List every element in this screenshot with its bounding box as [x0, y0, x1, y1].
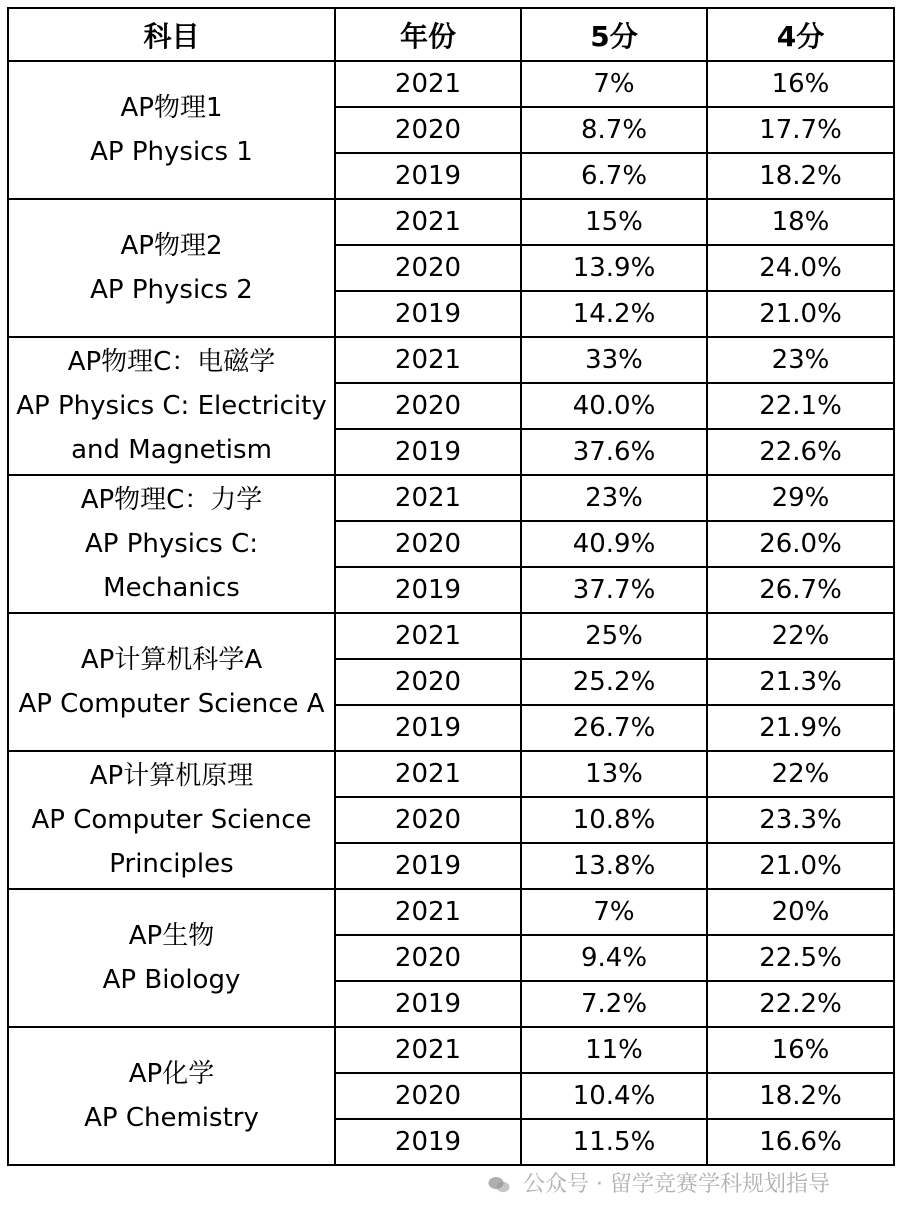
year-cell: 2019: [335, 291, 521, 337]
subject-name-zh: AP物理2: [120, 231, 223, 261]
score-4-cell: 23%: [707, 337, 894, 383]
score-5-cell: 11%: [521, 1027, 707, 1073]
score-5-cell: 14.2%: [521, 291, 707, 337]
wechat-icon: [488, 1176, 510, 1194]
score-4-cell: 29%: [707, 475, 894, 521]
score-5-cell: 11.5%: [521, 1119, 707, 1165]
subject-name-en: AP Chemistry: [84, 1103, 259, 1133]
table-row: [8, 199, 894, 245]
score-5-cell: 7%: [521, 61, 707, 107]
score-4-cell: 21.0%: [707, 843, 894, 889]
score-4-cell: 21.3%: [707, 659, 894, 705]
score-4-cell: 22.6%: [707, 429, 894, 475]
score-4-cell: 22.2%: [707, 981, 894, 1027]
subject-name-zh: AP物理C：电磁学: [67, 347, 276, 377]
score-4-cell: 26.0%: [707, 521, 894, 567]
score-4-cell: 21.9%: [707, 705, 894, 751]
score-5-cell: 25.2%: [521, 659, 707, 705]
year-cell: 2021: [335, 889, 521, 935]
subject-name-en: AP Physics 2: [90, 275, 253, 305]
year-cell: 2021: [335, 1027, 521, 1073]
score-5-cell: 7.2%: [521, 981, 707, 1027]
score-5-cell: 40.9%: [521, 521, 707, 567]
score-4-cell: 24.0%: [707, 245, 894, 291]
year-cell: 2019: [335, 843, 521, 889]
score-4-cell: 18.2%: [707, 1073, 894, 1119]
year-cell: 2019: [335, 429, 521, 475]
year-cell: 2021: [335, 613, 521, 659]
subject-name-en: AP Physics 1: [90, 137, 253, 167]
table-row: [8, 337, 894, 383]
score-4-cell: 22.5%: [707, 935, 894, 981]
subject-name-zh: AP生物: [128, 921, 215, 951]
year-cell: 2020: [335, 107, 521, 153]
score-4-cell: 22.1%: [707, 383, 894, 429]
score-5-cell: 33%: [521, 337, 707, 383]
subject-name-zh: AP化学: [128, 1059, 215, 1089]
score-4-cell: 21.0%: [707, 291, 894, 337]
subject-name-zh: AP计算机科学A: [80, 645, 263, 675]
table-row: [8, 61, 894, 107]
score-4-cell: 16%: [707, 1027, 894, 1073]
subject-cell: [8, 613, 335, 751]
score-4-cell: 23.3%: [707, 797, 894, 843]
subject-name-en: Principles: [109, 849, 234, 879]
year-cell: 2020: [335, 521, 521, 567]
watermark-text: 公众号 · 留学竞赛学科规划指导: [523, 1172, 830, 1197]
score-4-cell: 18%: [707, 199, 894, 245]
ap-score-table: [7, 7, 895, 1166]
year-cell: 2020: [335, 659, 521, 705]
score-5-cell: 13.8%: [521, 843, 707, 889]
subject-name-en: AP Biology: [102, 965, 241, 995]
score-4-cell: 17.7%: [707, 107, 894, 153]
score-5-cell: 7%: [521, 889, 707, 935]
year-cell: 2021: [335, 475, 521, 521]
subject-name-en: Mechanics: [103, 573, 240, 603]
header-score-4: 4分: [707, 8, 894, 61]
score-4-cell: 20%: [707, 889, 894, 935]
score-5-cell: 6.7%: [521, 153, 707, 199]
table-row: [8, 475, 894, 521]
subject-cell: [8, 1027, 335, 1165]
score-5-cell: 13.9%: [521, 245, 707, 291]
score-5-cell: 8.7%: [521, 107, 707, 153]
subject-name-zh: AP物理1: [120, 93, 223, 123]
year-cell: 2019: [335, 153, 521, 199]
subject-name-en: AP Physics C:: [84, 529, 259, 559]
score-5-cell: 37.7%: [521, 567, 707, 613]
subject-name-zh: AP计算机原理: [89, 761, 254, 791]
header-year: 年份: [335, 8, 521, 61]
score-4-cell: 16.6%: [707, 1119, 894, 1165]
year-cell: 2019: [335, 1119, 521, 1165]
year-cell: 2020: [335, 797, 521, 843]
table-row: [8, 751, 894, 797]
header-score-5: 5分: [521, 8, 707, 61]
year-cell: 2020: [335, 935, 521, 981]
subject-name-en: AP Computer Science A: [18, 689, 325, 719]
score-4-cell: 18.2%: [707, 153, 894, 199]
score-5-cell: 26.7%: [521, 705, 707, 751]
year-cell: 2019: [335, 981, 521, 1027]
table-header: [8, 8, 894, 61]
score-5-cell: 13%: [521, 751, 707, 797]
subject-cell: [8, 199, 335, 337]
year-cell: 2021: [335, 199, 521, 245]
year-cell: 2021: [335, 751, 521, 797]
header-row: [8, 8, 894, 61]
score-4-cell: 22%: [707, 613, 894, 659]
year-cell: 2019: [335, 567, 521, 613]
subject-name-en: AP Physics C: Electricity: [16, 391, 327, 421]
score-4-cell: 22%: [707, 751, 894, 797]
subject-name-zh: AP物理C：力学: [80, 485, 263, 515]
year-cell: 2021: [335, 61, 521, 107]
score-4-cell: 26.7%: [707, 567, 894, 613]
score-5-cell: 10.4%: [521, 1073, 707, 1119]
subject-cell: [8, 337, 335, 475]
table-body: [8, 61, 894, 1165]
subject-name-en: and Magnetism: [71, 435, 272, 465]
year-cell: 2020: [335, 1073, 521, 1119]
year-cell: 2020: [335, 245, 521, 291]
year-cell: 2021: [335, 337, 521, 383]
year-cell: 2019: [335, 705, 521, 751]
score-5-cell: 37.6%: [521, 429, 707, 475]
score-5-cell: 23%: [521, 475, 707, 521]
year-cell: 2020: [335, 383, 521, 429]
table-row: [8, 613, 894, 659]
score-4-cell: 16%: [707, 61, 894, 107]
score-5-cell: 15%: [521, 199, 707, 245]
score-5-cell: 40.0%: [521, 383, 707, 429]
header-subject: 科目: [8, 8, 335, 61]
subject-cell: [8, 751, 335, 889]
score-5-cell: 10.8%: [521, 797, 707, 843]
score-5-cell: 9.4%: [521, 935, 707, 981]
subject-name-en: AP Computer Science: [31, 805, 312, 835]
subject-cell: [8, 889, 335, 1027]
table-row: [8, 889, 894, 935]
score-5-cell: 25%: [521, 613, 707, 659]
subject-cell: [8, 475, 335, 613]
table-row: [8, 1027, 894, 1073]
subject-cell: [8, 61, 335, 199]
watermark: [488, 1167, 830, 1198]
